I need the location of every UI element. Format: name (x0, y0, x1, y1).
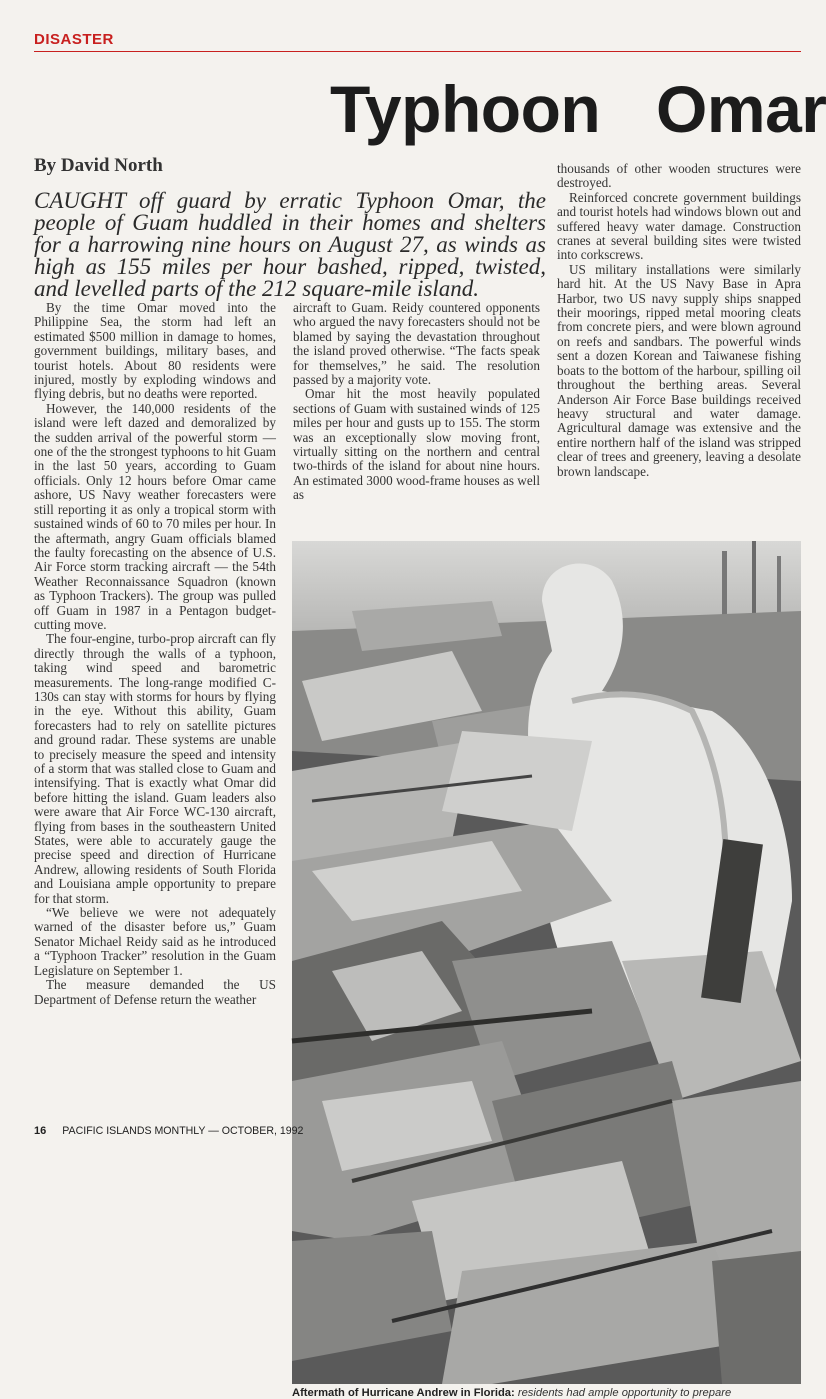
paragraph: However, the 140,000 residents of the island were left dazed and demoralized by the sudden arrival of the powerful storm — one of the the strongest typhoons to hit Guam in the last 50 years, according to Guam officials. Only 12 hours before Omar came ashore, US Navy weather forecasters were still reporting it as only a tropical storm with sustained winds of 60 to 70 miles per hour. In the aftermath, angry Guam officials blamed the faulty forecasting on the absence of U.S. Air Force storm tracking aircraft — the 54th Weather Reconnaissance Squadron (known as Typhoon Trackers). The group was pulled off Guam in 1987 in a Pentagon budget-cutting move. (34, 400, 276, 632)
paragraph: The measure demanded the US Department of Defense return the weather (34, 977, 276, 1007)
article-column-1 (34, 301, 276, 1007)
hurricane-aftermath-photo (292, 541, 801, 1384)
paragraph: Omar hit the most heavily populated sections of Guam with sustained winds of 125 miles per hour and gusts up to 155. The storm was an exceptionally slow moving front, virtually sitting on the northern and central two-thirds of the island for about nine hours. An estimated 3000 wood-frame houses as well as (293, 386, 540, 503)
headline-word-2: Omar (656, 72, 826, 146)
article-deck: CAUGHT off guard by erratic Typhoon Omar, the people of Guam huddled in their homes and shelters for a harrowing nine hours on August 27, as winds as high as 155 miles per hour bashed, ripped, twisted, and levelled parts of the 212 square-mile island. (34, 188, 546, 301)
article-column-3 (557, 162, 801, 479)
paragraph: US military installations were similarly hard hit. At the US Navy Base in Apra Harbor, two US navy supply ships snapped their moorings, ripped metal mooring cleats from concrete piers, and were blown aground on reefs and sandbars. The powerful winds sent a dozen Korean and Taiwanese fishing boats to the bottom of the harbour, spilling oil throughout the berthing areas. Several Anderson Air Force Base buildings received heavy structural and water damage. Agricultural damage was extensive and the entire northern half of the island was stripped clear of trees and greenery, leaving a desolate brown landscape. (557, 261, 801, 479)
publication-line: PACIFIC ISLANDS MONTHLY — OCTOBER, 1992 (62, 1125, 304, 1137)
paragraph: thousands of other wooden structures were destroyed. (557, 161, 801, 191)
page-number: 16 (34, 1125, 47, 1137)
paragraph: The four-engine, turbo-prop aircraft can fly directly through the walls of a typhoon, taking wind speed and barometric measurements. The long-range modified C-130s can stay with storms for hours by flying in the eye. Without this ability, Guam forecasters had to rely on satellite pictures and ground radar. These systems are unable to precisely measure the speed and intensity of a storm that was stalled close to Guam and intensifying. That is exactly what Omar did before hitting the island. Guam leaders also were aware that Air Force WC-130 aircraft, flying from bases in the southeastern United States, were able to accurately gauge the precise speed and direction of Hurricane Andrew, allowing residents of South Florida and Louisiana ample opportunity to prepare for that storm. (34, 631, 276, 906)
headline-word-1: Typhoon (330, 72, 601, 146)
paragraph: Reinforced concrete government buildings and tourist hotels had windows blown out and suffered heavy water damage. Construction cranes at several building sites were twisted into corkscrews. (557, 189, 801, 263)
photo-illustration (292, 541, 801, 1384)
photo-caption (292, 1387, 731, 1399)
paragraph: By the time Omar moved into the Philippine Sea, the storm had left an estimated $500 million in damage to homes, government buildings, military bases, and tourist hotels. About 80 residents were injured, mostly by exploding windows and flying debris, but no deaths were reported. (34, 300, 276, 402)
headline (330, 74, 826, 144)
paragraph: “We believe we were not adequately warned of the disaster before us,” Guam Senator Michael Reidy said as he introduced a “Typhoon Tracker” resolution in the Guam Legislature on September 1. (34, 905, 276, 978)
section-rule (34, 51, 801, 52)
caption-text: residents had ample opportunity to prepare (517, 1387, 732, 1399)
section-label: DISASTER (34, 31, 114, 48)
caption-lead: Aftermath of Hurricane Andrew in Florida: (292, 1387, 515, 1399)
page-footer (34, 1125, 303, 1137)
article-column-2 (293, 301, 540, 503)
byline: By David North (34, 155, 163, 176)
paragraph: aircraft to Guam. Reidy countered opponents who argued the navy forecasters should not be blamed by saying the devastation throughout the island proved otherwise. “The facts speak for themselves,” he said. The resolution passed by a majority vote. (293, 300, 540, 388)
